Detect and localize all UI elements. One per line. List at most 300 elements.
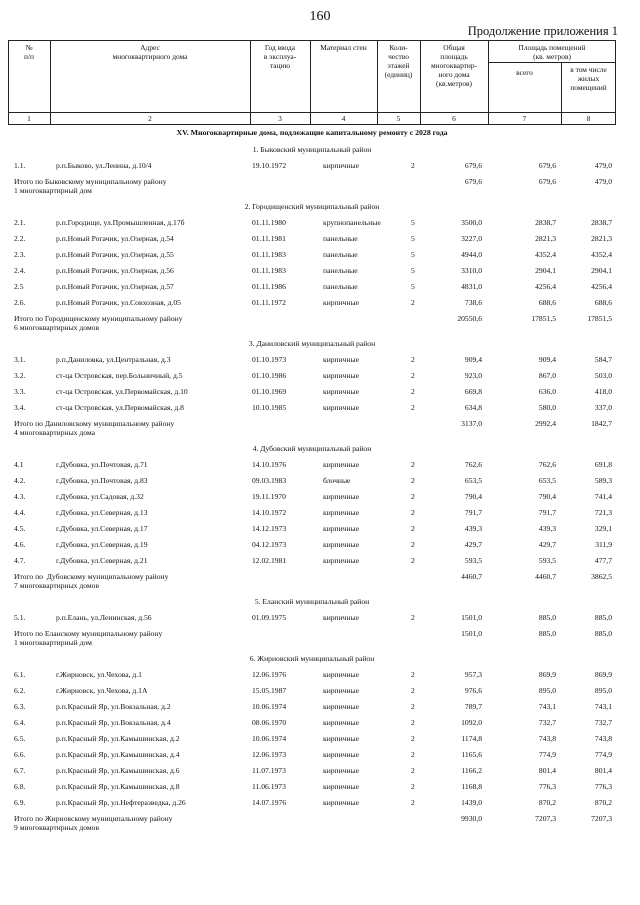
cell-area-all: 2838,7 bbox=[535, 218, 556, 227]
cell-area-residential: 589,3 bbox=[594, 476, 612, 485]
cell-area-residential: 337,0 bbox=[594, 403, 612, 412]
col-number-5: 5 bbox=[396, 114, 401, 123]
cell-total-area: 1165,6 bbox=[461, 750, 482, 759]
header-material: Материал стен bbox=[320, 43, 367, 52]
cell-total-area: 909,4 bbox=[464, 355, 482, 364]
cell-address: ст-ца Островская, ул.Первомайская, д.10 bbox=[56, 387, 188, 396]
cell-floors: 2 bbox=[411, 782, 415, 791]
cell-number: 2.4. bbox=[14, 266, 26, 275]
appendix-note: Продолжение приложения 1 bbox=[467, 24, 618, 38]
district-title: 6. Жирновский муниципальный район bbox=[249, 654, 375, 663]
cell-total-area: 789,7 bbox=[464, 702, 482, 711]
district-title-row bbox=[8, 444, 616, 454]
cell-address: р.п.Красный Яр, ул.Нефтеразведка, д.26 bbox=[56, 798, 186, 807]
cell-material: кирпичные bbox=[323, 508, 360, 517]
cell-address: ст-ца Островская, пер.Больничный, д.5 bbox=[56, 371, 183, 380]
header-residential: в том числе жилых помещений bbox=[570, 65, 607, 92]
cell-area-residential: 479,0 bbox=[594, 161, 612, 170]
table-row bbox=[8, 508, 616, 518]
cell-total-area: 762,6 bbox=[464, 460, 482, 469]
cell-floors: 2 bbox=[411, 403, 415, 412]
cell-year: 12.06.1973 bbox=[252, 750, 287, 759]
cell-floors: 2 bbox=[411, 508, 415, 517]
cell-area-all: 2821,3 bbox=[535, 234, 556, 243]
cell-material: кирпичные bbox=[323, 524, 360, 533]
cell-year: 01.11.1986 bbox=[252, 282, 286, 291]
table-row bbox=[8, 234, 616, 244]
district-total-label: Итого по Дубовскому муниципальному району 7 многоквартирных домов bbox=[14, 572, 169, 590]
cell-total-area: 1174,8 bbox=[461, 734, 482, 743]
cell-total-area: 923,0 bbox=[464, 371, 482, 380]
cell-floors: 5 bbox=[411, 250, 415, 259]
total-area-residential: 479,0 bbox=[594, 177, 612, 186]
cell-area-residential: 869,9 bbox=[594, 670, 612, 679]
table-row bbox=[8, 282, 616, 292]
cell-area-residential: 732,7 bbox=[594, 718, 612, 727]
header-year: Год ввода в экcплуа- тацию bbox=[263, 43, 297, 70]
cell-floors: 2 bbox=[411, 540, 415, 549]
cell-area-all: 580,0 bbox=[538, 403, 556, 412]
cell-year: 01.11.1980 bbox=[252, 218, 286, 227]
cell-area-residential: 741,4 bbox=[594, 492, 612, 501]
cell-material: кирпичные bbox=[323, 403, 360, 412]
table-row bbox=[8, 161, 616, 171]
district-total-label: Итого по Городищенскому муниципальному району 6 многоквартирных домов bbox=[14, 314, 183, 332]
cell-number: 3.3. bbox=[14, 387, 26, 396]
cell-area-all: 762,6 bbox=[538, 460, 556, 469]
total-area-residential: 1842,7 bbox=[591, 419, 612, 428]
cell-floors: 2 bbox=[411, 750, 415, 759]
table-row bbox=[8, 734, 616, 744]
cell-floors: 5 bbox=[411, 218, 415, 227]
cell-total-area: 669,8 bbox=[464, 387, 482, 396]
cell-year: 01.11.1983 bbox=[252, 266, 286, 275]
cell-number: 3.4. bbox=[14, 403, 26, 412]
cell-number: 2.3. bbox=[14, 250, 26, 259]
cell-total-area: 4944,0 bbox=[461, 250, 482, 259]
cell-area-all: 801,4 bbox=[538, 766, 556, 775]
total-area: 20550,6 bbox=[457, 314, 482, 323]
header-num: № п/п bbox=[24, 43, 34, 61]
cell-area-residential: 4256,4 bbox=[591, 282, 612, 291]
cell-address: р.п.Новый Рогачик, ул.Озерная, д.56 bbox=[56, 266, 174, 275]
cell-material: панельные bbox=[323, 266, 358, 275]
district-title-row bbox=[8, 202, 616, 212]
table-row bbox=[8, 613, 616, 623]
cell-area-residential: 477,7 bbox=[594, 556, 612, 565]
table-row bbox=[8, 476, 616, 486]
total-area-residential: 885,0 bbox=[594, 629, 612, 638]
cell-area-residential: 774,9 bbox=[594, 750, 612, 759]
cell-year: 12.06.1976 bbox=[252, 670, 287, 679]
cell-total-area: 791,7 bbox=[464, 508, 482, 517]
header-total-area: Общая площадь многоквартир- ного дома (кв.метров) bbox=[430, 43, 478, 88]
cell-address: р.п.Красный Яр, ул.Камышинская, д.4 bbox=[56, 750, 180, 759]
cell-area-residential: 2838,7 bbox=[591, 218, 612, 227]
district-total-label: Итого по Еланскому муниципальному району 1 многоквартирный дом bbox=[14, 629, 163, 647]
cell-material: кирпичные bbox=[323, 371, 360, 380]
table-row bbox=[8, 218, 616, 228]
col-number-6: 6 bbox=[452, 114, 456, 123]
header-all: всего bbox=[516, 68, 533, 77]
cell-address: р.п.Красный Яр, ул.Камышинская, д.2 bbox=[56, 734, 180, 743]
cell-area-all: 636,0 bbox=[538, 387, 556, 396]
cell-material: кирпичные bbox=[323, 613, 360, 622]
district-title: 3. Даниловский муниципальный район bbox=[248, 339, 376, 348]
cell-material: крупнопанельные bbox=[323, 218, 381, 227]
cell-address: р.п.Елань, ул.Ленинская, д.56 bbox=[56, 613, 152, 622]
cell-number: 6.2. bbox=[14, 686, 26, 695]
district-title-row bbox=[8, 339, 616, 349]
cell-floors: 2 bbox=[411, 298, 415, 307]
cell-number: 6.6. bbox=[14, 750, 26, 759]
cell-floors: 2 bbox=[411, 798, 415, 807]
cell-area-all: 4256,4 bbox=[535, 282, 556, 291]
district-total-row bbox=[8, 629, 616, 649]
district-title-row bbox=[8, 654, 616, 664]
cell-total-area: 3500,0 bbox=[461, 218, 482, 227]
total-area-all: 679,6 bbox=[538, 177, 556, 186]
district-total-row bbox=[8, 419, 616, 439]
header-floors: Коли- чество этажей (единиц) bbox=[384, 43, 413, 79]
total-area-all: 4460,7 bbox=[535, 572, 556, 581]
cell-area-all: 439,3 bbox=[538, 524, 556, 533]
table-row bbox=[8, 524, 616, 534]
table-row bbox=[8, 492, 616, 502]
cell-address: г.Дубовка, ул.Северная, д.17 bbox=[56, 524, 148, 533]
total-area: 9930,0 bbox=[461, 814, 482, 823]
cell-area-all: 867,0 bbox=[538, 371, 556, 380]
cell-area-all: 653,5 bbox=[538, 476, 556, 485]
header-address: Адрес многоквартирного дома bbox=[112, 43, 188, 61]
cell-year: 12.02.1981 bbox=[252, 556, 287, 565]
cell-total-area: 593,5 bbox=[464, 556, 482, 565]
cell-floors: 2 bbox=[411, 718, 415, 727]
cell-number: 4.7. bbox=[14, 556, 26, 565]
cell-address: р.п.Даниловка, ул.Центральная, д.3 bbox=[56, 355, 171, 364]
total-area: 679,6 bbox=[464, 177, 482, 186]
total-area-residential: 17851,5 bbox=[587, 314, 612, 323]
cell-number: 2.1. bbox=[14, 218, 26, 227]
cell-material: кирпичные bbox=[323, 734, 360, 743]
cell-number: 3.2. bbox=[14, 371, 26, 380]
cell-floors: 2 bbox=[411, 460, 415, 469]
cell-year: 01.09.1975 bbox=[252, 613, 287, 622]
cell-area-residential: 688,6 bbox=[594, 298, 612, 307]
cell-total-area: 3227,0 bbox=[461, 234, 482, 243]
cell-area-residential: 691,8 bbox=[594, 460, 612, 469]
table-row bbox=[8, 686, 616, 696]
district-total-row bbox=[8, 314, 616, 334]
district-title-row bbox=[8, 597, 616, 607]
table-row bbox=[8, 556, 616, 566]
cell-number: 4.3. bbox=[14, 492, 26, 501]
cell-year: 08.06.1970 bbox=[252, 718, 287, 727]
cell-number: 4.4. bbox=[14, 508, 26, 517]
cell-address: г.Жирновск, ул.Чехова, д.1 bbox=[56, 670, 142, 679]
cell-number: 4.6. bbox=[14, 540, 26, 549]
cell-total-area: 679,6 bbox=[464, 161, 482, 170]
cell-material: кирпичные bbox=[323, 387, 360, 396]
total-area: 3137,0 bbox=[461, 419, 482, 428]
cell-total-area: 1501,0 bbox=[461, 613, 482, 622]
cell-area-all: 790,4 bbox=[538, 492, 556, 501]
cell-area-residential: 2904,1 bbox=[591, 266, 612, 275]
cell-material: кирпичные bbox=[323, 766, 360, 775]
cell-area-all: 885,0 bbox=[538, 613, 556, 622]
district-title-row bbox=[8, 145, 616, 155]
cell-material: кирпичные bbox=[323, 718, 360, 727]
cell-address: г.Дубовка, ул.Северная, д.13 bbox=[56, 508, 148, 517]
section-title-row bbox=[8, 128, 616, 138]
cell-year: 19.11.1970 bbox=[252, 492, 286, 501]
cell-material: кирпичные bbox=[323, 556, 360, 565]
cell-area-all: 774,9 bbox=[538, 750, 556, 759]
cell-total-area: 634,8 bbox=[464, 403, 482, 412]
cell-address: р.п.Новый Рогачик, ул.Озерная, д.55 bbox=[56, 250, 174, 259]
cell-area-all: 776,3 bbox=[538, 782, 556, 791]
cell-year: 01.11.1981 bbox=[252, 234, 286, 243]
cell-area-residential: 885,0 bbox=[594, 613, 612, 622]
cell-address: р.п.Красный Яр, ул.Вокзальная, д.4 bbox=[56, 718, 171, 727]
cell-total-area: 976,6 bbox=[464, 686, 482, 695]
cell-year: 01.10.1986 bbox=[252, 371, 287, 380]
district-total-row bbox=[8, 572, 616, 592]
table-row bbox=[8, 250, 616, 260]
cell-material: кирпичные bbox=[323, 492, 360, 501]
cell-total-area: 738,6 bbox=[464, 298, 482, 307]
total-area-all: 7207,3 bbox=[535, 814, 556, 823]
cell-material: блочные bbox=[323, 476, 351, 485]
table-row bbox=[8, 371, 616, 381]
cell-floors: 5 bbox=[411, 282, 415, 291]
table-row bbox=[8, 403, 616, 413]
cell-number: 6.3. bbox=[14, 702, 26, 711]
table-row bbox=[8, 782, 616, 792]
cell-year: 09.03.1983 bbox=[252, 476, 287, 485]
cell-area-all: 4352,4 bbox=[535, 250, 556, 259]
col-number-8: 8 bbox=[586, 114, 591, 123]
cell-floors: 5 bbox=[411, 234, 415, 243]
cell-floors: 2 bbox=[411, 161, 415, 170]
cell-address: р.п.Красный Яр, ул.Камышинская, д.8 bbox=[56, 782, 180, 791]
table-row bbox=[8, 798, 616, 808]
col-number-1: 1 bbox=[27, 114, 31, 123]
cell-floors: 2 bbox=[411, 702, 415, 711]
cell-number: 4.1 bbox=[14, 460, 24, 469]
table-row bbox=[8, 670, 616, 680]
cell-total-area: 4831,0 bbox=[461, 282, 482, 291]
cell-area-residential: 870,2 bbox=[594, 798, 612, 807]
cell-area-all: 429,7 bbox=[538, 540, 556, 549]
cell-area-all: 869,9 bbox=[538, 670, 556, 679]
cell-material: кирпичные bbox=[323, 798, 360, 807]
cell-material: кирпичные bbox=[323, 686, 360, 695]
cell-number: 3.1. bbox=[14, 355, 26, 364]
cell-floors: 2 bbox=[411, 686, 415, 695]
cell-area-residential: 895,0 bbox=[594, 686, 612, 695]
cell-area-residential: 329,1 bbox=[594, 524, 612, 533]
cell-floors: 2 bbox=[411, 613, 415, 622]
cell-area-all: 791,7 bbox=[538, 508, 556, 517]
cell-floors: 2 bbox=[411, 734, 415, 743]
cell-number: 6.4. bbox=[14, 718, 26, 727]
district-total-label: Итого по Быковскому муниципальному району 1 многоквартирный дом bbox=[14, 177, 167, 195]
cell-area-all: 732,7 bbox=[538, 718, 556, 727]
cell-area-residential: 801,4 bbox=[594, 766, 612, 775]
cell-address: г.Дубовка, ул.Почтовая, д.83 bbox=[56, 476, 148, 485]
cell-material: кирпичные bbox=[323, 355, 360, 364]
cell-floors: 2 bbox=[411, 670, 415, 679]
cell-address: р.п.Новый Рогачик, ул.Озерная, д.54 bbox=[56, 234, 174, 243]
cell-material: панельные bbox=[323, 250, 358, 259]
cell-address: р.п.Новый Рогачик, ул.Озерная, д.57 bbox=[56, 282, 174, 291]
cell-area-all: 593,5 bbox=[538, 556, 556, 565]
cell-area-all: 895,0 bbox=[538, 686, 556, 695]
district-title: 1. Быковский муниципальный район bbox=[252, 145, 372, 154]
cell-year: 14.12.1973 bbox=[252, 524, 287, 533]
cell-area-all: 743,8 bbox=[538, 734, 556, 743]
cell-material: кирпичные bbox=[323, 540, 360, 549]
cell-floors: 2 bbox=[411, 492, 415, 501]
cell-address: р.п.Быково, ул.Ленина, д.10/4 bbox=[56, 161, 152, 170]
section-title: XV. Многоквартирные дома, подлежащие капитальному ремонту с 2028 года bbox=[176, 128, 448, 137]
cell-floors: 2 bbox=[411, 556, 415, 565]
district-total-row bbox=[8, 177, 616, 197]
cell-year: 14.10.1976 bbox=[252, 460, 287, 469]
cell-year: 10.06.1974 bbox=[252, 734, 287, 743]
cell-floors: 5 bbox=[411, 266, 415, 275]
cell-floors: 2 bbox=[411, 476, 415, 485]
district-title: 5. Еланский муниципальный район bbox=[254, 597, 370, 606]
total-area-all: 17851,5 bbox=[531, 314, 556, 323]
table-row bbox=[8, 718, 616, 728]
total-area: 1501,0 bbox=[461, 629, 482, 638]
cell-material: панельные bbox=[323, 234, 358, 243]
cell-area-residential: 2821,3 bbox=[591, 234, 612, 243]
cell-year: 11.07.1973 bbox=[252, 766, 286, 775]
cell-number: 2.6. bbox=[14, 298, 26, 307]
table-row bbox=[8, 266, 616, 276]
cell-floors: 2 bbox=[411, 371, 415, 380]
district-total-row bbox=[8, 814, 616, 834]
total-area-all: 885,0 bbox=[538, 629, 556, 638]
cell-total-area: 1168,8 bbox=[461, 782, 482, 791]
cell-number: 2.2. bbox=[14, 234, 26, 243]
cell-address: р.п.Городище, ул.Промышленная, д.17б bbox=[56, 218, 185, 227]
cell-year: 19.10.1972 bbox=[252, 161, 287, 170]
cell-address: р.п.Красный Яр, ул.Камышинская, д.6 bbox=[56, 766, 180, 775]
cell-area-residential: 721,3 bbox=[594, 508, 612, 517]
cell-area-all: 679,6 bbox=[538, 161, 556, 170]
cell-year: 01.11.1972 bbox=[252, 298, 286, 307]
cell-area-residential: 4352,4 bbox=[591, 250, 612, 259]
cell-year: 01.10.1973 bbox=[252, 355, 287, 364]
cell-area-residential: 503,0 bbox=[594, 371, 612, 380]
cell-area-all: 870,2 bbox=[538, 798, 556, 807]
cell-area-all: 688,6 bbox=[538, 298, 556, 307]
cell-number: 6.1. bbox=[14, 670, 26, 679]
cell-address: р.п.Красный Яр, ул.Вокзальная, д.2 bbox=[56, 702, 171, 711]
cell-material: панельные bbox=[323, 282, 358, 291]
cell-area-all: 2904,1 bbox=[535, 266, 556, 275]
total-area-residential: 3862,5 bbox=[591, 572, 612, 581]
table-row bbox=[8, 750, 616, 760]
cell-area-all: 909,4 bbox=[538, 355, 556, 364]
cell-area-residential: 311,9 bbox=[595, 540, 612, 549]
cell-material: кирпичные bbox=[323, 460, 360, 469]
cell-total-area: 1092,0 bbox=[461, 718, 482, 727]
cell-address: г.Дубовка, ул.Почтовая, д.71 bbox=[56, 460, 148, 469]
cell-address: г.Дубовка, ул.Северная, д.19 bbox=[56, 540, 148, 549]
cell-address: р.п.Новый Рогачик, ул.Совхозная, д.05 bbox=[56, 298, 181, 307]
district-title: 2. Городищенский муниципальный район bbox=[244, 202, 380, 211]
cell-number: 2.5 bbox=[14, 282, 24, 291]
table-row bbox=[8, 355, 616, 365]
cell-total-area: 957,3 bbox=[464, 670, 482, 679]
cell-total-area: 653,5 bbox=[464, 476, 482, 485]
col-number-2: 2 bbox=[148, 114, 152, 123]
cell-year: 01.11.1983 bbox=[252, 250, 286, 259]
cell-area-residential: 418,0 bbox=[594, 387, 612, 396]
district-total-label: Итого по Даниловскому муниципальному району 4 многоквартирных дома bbox=[14, 419, 175, 437]
cell-year: 11.06.1973 bbox=[252, 782, 286, 791]
table-row bbox=[8, 460, 616, 470]
cell-total-area: 1166,2 bbox=[461, 766, 482, 775]
cell-number: 4.2. bbox=[14, 476, 26, 485]
cell-address: г.Дубовка, ул.Садовая, д.32 bbox=[56, 492, 144, 501]
page-number: 160 bbox=[309, 9, 331, 24]
cell-floors: 2 bbox=[411, 387, 415, 396]
cell-material: кирпичные bbox=[323, 298, 360, 307]
total-area-all: 2992,4 bbox=[535, 419, 556, 428]
cell-address: г.Дубовка, ул.Северная, д.21 bbox=[56, 556, 148, 565]
cell-year: 14.10.1972 bbox=[252, 508, 287, 517]
cell-total-area: 3310,0 bbox=[461, 266, 482, 275]
header-premises-area: Площадь помещений (кв. метров) bbox=[518, 43, 586, 61]
cell-number: 4.5. bbox=[14, 524, 26, 533]
cell-year: 04.12.1973 bbox=[252, 540, 287, 549]
cell-material: кирпичные bbox=[323, 750, 360, 759]
total-area: 4460,7 bbox=[461, 572, 482, 581]
cell-address: ст-ца Островская, ул.Первомайская, д.8 bbox=[56, 403, 184, 412]
cell-floors: 2 bbox=[411, 524, 415, 533]
table-row bbox=[8, 766, 616, 776]
col-number-3: 3 bbox=[278, 114, 282, 123]
table-row bbox=[8, 702, 616, 712]
cell-area-residential: 776,3 bbox=[594, 782, 612, 791]
table-row bbox=[8, 298, 616, 308]
table-row bbox=[8, 540, 616, 550]
cell-area-residential: 584,7 bbox=[594, 355, 612, 364]
cell-area-all: 743,1 bbox=[538, 702, 556, 711]
cell-floors: 2 bbox=[411, 766, 415, 775]
cell-material: кирпичные bbox=[323, 161, 360, 170]
cell-year: 10.10.1985 bbox=[252, 403, 287, 412]
cell-address: г.Жирновск, ул.Чехова, д.1А bbox=[56, 686, 148, 695]
table-row bbox=[8, 387, 616, 397]
cell-number: 6.5. bbox=[14, 734, 26, 743]
cell-year: 10.06.1974 bbox=[252, 702, 287, 711]
cell-number: 5.1. bbox=[14, 613, 26, 622]
cell-year: 01.10.1969 bbox=[252, 387, 287, 396]
cell-number: 6.8. bbox=[14, 782, 26, 791]
cell-material: кирпичные bbox=[323, 670, 360, 679]
total-area-residential: 7207,3 bbox=[591, 814, 612, 823]
cell-material: кирпичные bbox=[323, 702, 360, 711]
cell-material: кирпичные bbox=[323, 782, 360, 791]
col-number-7: 7 bbox=[522, 114, 527, 123]
